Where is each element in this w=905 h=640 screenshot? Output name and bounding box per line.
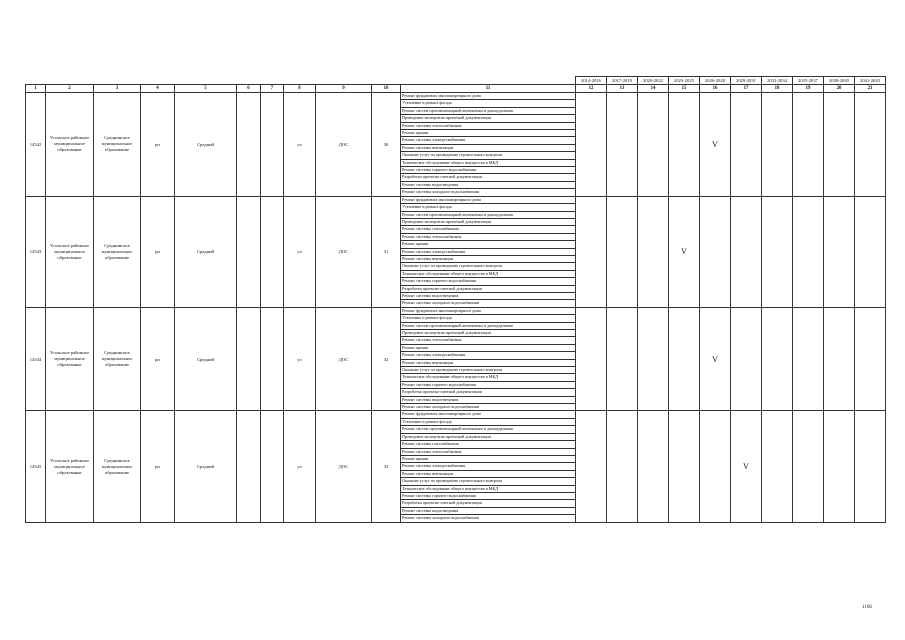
work-type-cell: Техническое обследование общего имущества в МКД <box>401 485 576 492</box>
column-7-value <box>261 411 284 522</box>
record-id: 14544 <box>26 307 46 411</box>
house-number: 30 <box>372 93 401 197</box>
locality-type: рп <box>141 93 175 197</box>
work-type-cell: Ремонт системы теплоснабжения <box>401 448 576 455</box>
locality-name: Средний <box>175 411 237 522</box>
period-mark: V <box>669 196 700 307</box>
work-type-cell: Оказание услуг по проведению строительного контроля <box>401 263 576 270</box>
period-cell <box>638 93 669 197</box>
work-type-cell: Проведение экспертизы проектной документации <box>401 218 576 225</box>
street-type: ул <box>284 411 316 522</box>
district-name: Усольское районное муниципальное образование <box>46 196 94 307</box>
period-cell <box>824 93 855 197</box>
column-number: 3 <box>94 85 141 93</box>
locality-type: рп <box>141 307 175 411</box>
column-7-value <box>261 93 284 197</box>
work-type-cell: Ремонт крыши <box>401 130 576 137</box>
district-name: Усольское районное муниципальное образование <box>46 93 94 197</box>
work-type-cell: Утепление и ремонт фасада <box>401 100 576 107</box>
column-number: 19 <box>793 85 824 93</box>
period-cell <box>731 196 762 307</box>
period-cell <box>607 411 638 522</box>
period-cell <box>762 93 793 197</box>
column-number: 6 <box>237 85 261 93</box>
work-type-cell: Проведение экспертизы проектной документации <box>401 330 576 337</box>
period-cell <box>793 307 824 411</box>
column-number: 12 <box>576 85 607 93</box>
work-type-cell: Ремонт крыши <box>401 241 576 248</box>
header-spacer <box>26 77 576 85</box>
settlement-name: Среднинское муниципальное образование <box>94 196 141 307</box>
capital-repair-schedule-table <box>25 76 886 523</box>
column-number: 21 <box>855 85 886 93</box>
period-cell <box>731 93 762 197</box>
work-row <box>26 307 886 314</box>
record-id: 14542 <box>26 93 46 197</box>
settlement-name: Среднинское муниципальное образование <box>94 411 141 522</box>
column-number: 13 <box>607 85 638 93</box>
period-cell <box>607 307 638 411</box>
street-name: ДОС <box>316 196 372 307</box>
work-type-cell: Техническое обследование общего имущества в МКД <box>401 159 576 166</box>
period-cell <box>793 93 824 197</box>
column-number: 5 <box>175 85 237 93</box>
work-type-cell: Ремонт системы электроснабжения <box>401 248 576 255</box>
period-header: 2014-2016 <box>576 77 607 85</box>
period-cell <box>700 411 731 522</box>
work-type-cell: Ремонт системы вентиляции <box>401 144 576 151</box>
street-name: ДОС <box>316 411 372 522</box>
work-type-cell: Техническое обследование общего имущества в МКД <box>401 374 576 381</box>
work-type-cell: Ремонт систем противопожарной автоматики и дымоудаления <box>401 322 576 329</box>
work-type-cell: Ремонт системы горячего водоснабжения <box>401 492 576 499</box>
work-type-cell: Разработка проектно-сметной документации <box>401 174 576 181</box>
work-type-cell: Утепление и ремонт фасада <box>401 418 576 425</box>
work-type-cell: Оказание услуг по проведению строительного контроля <box>401 367 576 374</box>
work-type-cell: Оказание услуг по проведению строительного контроля <box>401 478 576 485</box>
street-name: ДОС <box>316 93 372 197</box>
period-cell <box>607 93 638 197</box>
work-type-cell: Ремонт системы теплоснабжения <box>401 233 576 240</box>
period-header: 2026-2028 <box>700 77 731 85</box>
period-cell <box>607 196 638 307</box>
column-number: 18 <box>762 85 793 93</box>
column-number: 1 <box>26 85 46 93</box>
work-type-cell: Ремонт системы газоснабжения <box>401 226 576 233</box>
street-type: ул <box>284 196 316 307</box>
period-mark: V <box>700 93 731 197</box>
period-mark: V <box>731 411 762 522</box>
work-type-cell: Техническое обследование общего имущества в МКД <box>401 270 576 277</box>
period-cell <box>824 307 855 411</box>
work-type-cell: Ремонт системы холодного водоснабжения <box>401 515 576 522</box>
work-row <box>26 411 886 418</box>
work-type-cell: Проведение экспертизы проектной документации <box>401 115 576 122</box>
period-cell <box>824 196 855 307</box>
district-name: Усольское районное муниципальное образование <box>46 307 94 411</box>
period-cell <box>855 93 886 197</box>
column-6-value <box>237 307 261 411</box>
column-6-value <box>237 196 261 307</box>
work-type-cell: Ремонт системы водоотведения <box>401 396 576 403</box>
column-number: 16 <box>700 85 731 93</box>
column-6-value <box>237 93 261 197</box>
work-type-cell: Ремонт фундамента многоквартирного дома <box>401 307 576 314</box>
locality-type: рп <box>141 196 175 307</box>
period-cell <box>638 411 669 522</box>
work-type-cell: Ремонт системы электроснабжения <box>401 137 576 144</box>
column-7-value <box>261 196 284 307</box>
period-cell <box>855 411 886 522</box>
column-number-row <box>26 85 886 93</box>
work-type-cell: Ремонт фундамента многоквартирного дома <box>401 196 576 203</box>
work-type-cell: Ремонт системы водоотведения <box>401 507 576 514</box>
work-type-cell: Ремонт системы вентиляции <box>401 359 576 366</box>
settlement-name: Среднинское муниципальное образование <box>94 93 141 197</box>
work-type-cell: Разработка проектно-сметной документации <box>401 500 576 507</box>
period-header: 2038-2040 <box>824 77 855 85</box>
locality-name: Средний <box>175 307 237 411</box>
period-cell <box>855 196 886 307</box>
period-header: 2041-2043 <box>855 77 886 85</box>
work-type-cell: Ремонт системы холодного водоснабжения <box>401 404 576 411</box>
column-number: 10 <box>372 85 401 93</box>
work-type-cell: Утепление и ремонт фасада <box>401 204 576 211</box>
work-row <box>26 93 886 100</box>
work-type-cell: Ремонт системы водоотведения <box>401 292 576 299</box>
work-type-cell: Проведение экспертизы проектной документации <box>401 433 576 440</box>
period-cell <box>793 196 824 307</box>
work-row <box>26 196 886 203</box>
period-cell <box>762 307 793 411</box>
work-type-cell: Утепление и ремонт фасада <box>401 315 576 322</box>
column-number: 15 <box>669 85 700 93</box>
work-type-cell: Ремонт системы водоотведения <box>401 181 576 188</box>
work-type-cell: Ремонт системы теплоснабжения <box>401 122 576 129</box>
street-type: ул <box>284 93 316 197</box>
column-number: 11 <box>401 85 576 93</box>
work-type-cell: Ремонт системы электроснабжения <box>401 352 576 359</box>
period-header: 2023-2025 <box>669 77 700 85</box>
work-type-cell: Ремонт фундамента многоквартирного дома <box>401 93 576 100</box>
column-number: 2 <box>46 85 94 93</box>
period-cell <box>824 411 855 522</box>
house-number: 33 <box>372 411 401 522</box>
column-7-value <box>261 307 284 411</box>
work-type-cell: Ремонт системы горячего водоснабжения <box>401 278 576 285</box>
district-name: Усольское районное муниципальное образование <box>46 411 94 522</box>
period-header: 2029-2031 <box>731 77 762 85</box>
period-cell <box>762 196 793 307</box>
street-name: ДОС <box>316 307 372 411</box>
period-cell <box>576 196 607 307</box>
work-type-cell: Ремонт системы электроснабжения <box>401 463 576 470</box>
period-cell <box>793 411 824 522</box>
period-header: 2035-2037 <box>793 77 824 85</box>
column-6-value <box>237 411 261 522</box>
work-type-cell: Разработка проектно-сметной документации <box>401 285 576 292</box>
column-number: 9 <box>316 85 372 93</box>
column-number: 20 <box>824 85 855 93</box>
work-type-cell: Ремонт систем противопожарной автоматики и дымоудаления <box>401 211 576 218</box>
period-header: 2017-2019 <box>607 77 638 85</box>
period-cell <box>731 307 762 411</box>
period-mark: V <box>700 307 731 411</box>
record-id: 14545 <box>26 411 46 522</box>
work-type-cell: Ремонт фундамента многоквартирного дома <box>401 411 576 418</box>
work-type-cell: Ремонт системы горячего водоснабжения <box>401 381 576 388</box>
period-cell <box>669 307 700 411</box>
street-type: ул <box>284 307 316 411</box>
work-type-cell: Ремонт крыши <box>401 344 576 351</box>
period-cell <box>576 93 607 197</box>
column-number: 14 <box>638 85 669 93</box>
work-type-cell: Ремонт системы холодного водоснабжения <box>401 300 576 307</box>
settlement-name: Среднинское муниципальное образование <box>94 307 141 411</box>
work-type-cell: Оказание услуг по проведению строительного контроля <box>401 152 576 159</box>
work-type-cell: Ремонт системы горячего водоснабжения <box>401 167 576 174</box>
work-type-cell: Ремонт системы теплоснабжения <box>401 337 576 344</box>
column-number: 8 <box>284 85 316 93</box>
period-header: 2032-2034 <box>762 77 793 85</box>
column-number: 17 <box>731 85 762 93</box>
period-cell <box>669 411 700 522</box>
record-id: 14543 <box>26 196 46 307</box>
work-type-cell: Ремонт систем противопожарной автоматики и дымоудаления <box>401 426 576 433</box>
period-cell <box>762 411 793 522</box>
period-cell <box>669 93 700 197</box>
period-cell <box>700 196 731 307</box>
work-type-cell: Ремонт системы холодного водоснабжения <box>401 189 576 196</box>
locality-type: рп <box>141 411 175 522</box>
period-cell <box>855 307 886 411</box>
period-cell <box>638 307 669 411</box>
period-header: 2020-2022 <box>638 77 669 85</box>
period-header-row <box>26 77 886 85</box>
work-type-cell: Ремонт системы вентиляции <box>401 470 576 477</box>
work-type-cell: Ремонт систем противопожарной автоматики и дымоудаления <box>401 107 576 114</box>
period-cell <box>576 411 607 522</box>
column-number: 7 <box>261 85 284 93</box>
house-number: 32 <box>372 307 401 411</box>
locality-name: Средний <box>175 196 237 307</box>
work-type-cell: Ремонт системы газоснабжения <box>401 441 576 448</box>
locality-name: Средний <box>175 93 237 197</box>
work-type-cell: Ремонт крыши <box>401 455 576 462</box>
house-number: 31 <box>372 196 401 307</box>
column-number: 4 <box>141 85 175 93</box>
page-number: 1166 <box>862 605 872 610</box>
period-cell <box>576 307 607 411</box>
work-type-cell: Ремонт системы вентиляции <box>401 255 576 262</box>
period-cell <box>638 196 669 307</box>
work-type-cell: Разработка проектно-сметной документации <box>401 389 576 396</box>
